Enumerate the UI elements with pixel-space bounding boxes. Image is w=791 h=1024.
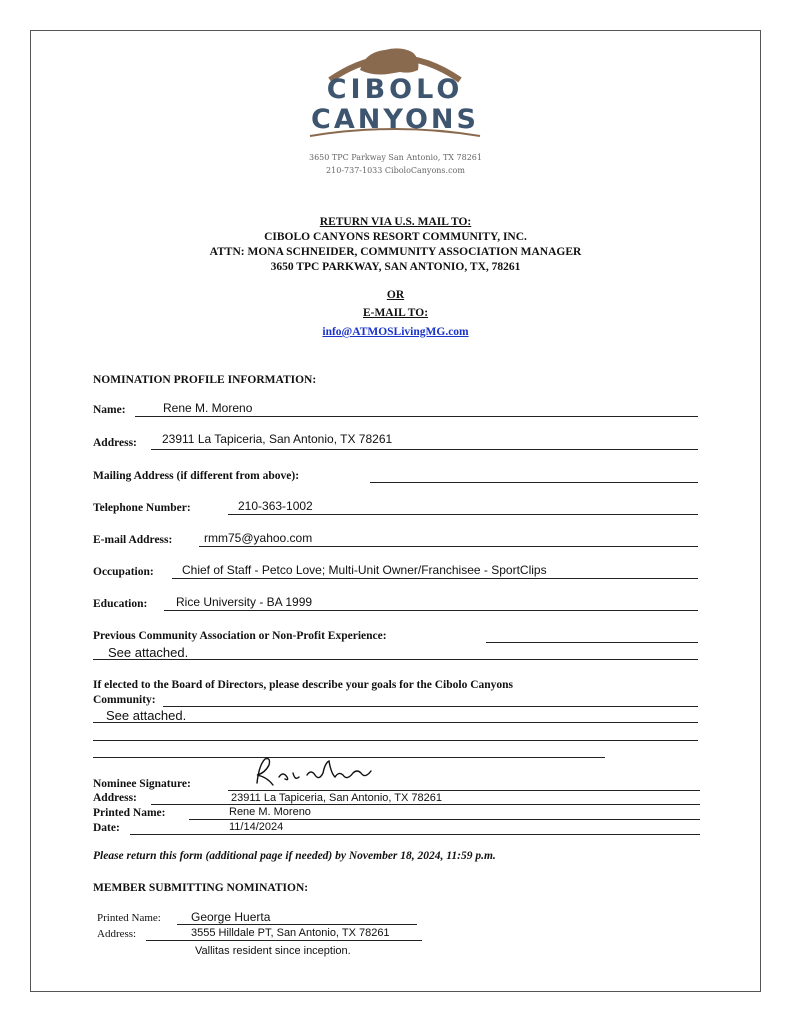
logo-line-2: CANYONS (311, 104, 479, 135)
address-line (151, 449, 698, 450)
profile-section-title: NOMINATION PROFILE INFORMATION: (93, 374, 317, 386)
return-line-3: 3650 TPC PARKWAY, SAN ANTONIO, TX, 78261 (270, 261, 521, 273)
goals-label-1: If elected to the Board of Directors, please describe your goals for the Cibolo Canyons (93, 679, 514, 691)
member-address-label: Address: (97, 928, 137, 940)
name-label: Name: (93, 404, 126, 416)
signature-label: Nominee Signature: (93, 778, 191, 790)
sig-date-label: Date: (93, 822, 120, 834)
occupation-label: Occupation: (93, 566, 154, 578)
email-heading: E-MAIL TO: (362, 307, 429, 319)
header-address: 3650 TPC Parkway San Antonio, TX 78261 (309, 153, 482, 162)
logo-line-1: CIBOLO (326, 74, 464, 105)
education-field[interactable]: Rice University - BA 1999 (176, 595, 313, 609)
email-label: E-mail Address: (93, 534, 173, 546)
sig-printed-label: Printed Name: (93, 807, 166, 819)
member-address-line (146, 940, 422, 941)
sig-address-line (151, 804, 700, 805)
deadline-note: Please return this form (additional page if needed) by November 18, 2024, 11:59 p.m. (93, 850, 496, 862)
cibolo-canyons-logo (300, 40, 490, 145)
sig-printed-field[interactable]: Rene M. Moreno (229, 806, 311, 818)
education-line (164, 610, 698, 611)
name-field[interactable]: Rene M. Moreno (163, 401, 253, 415)
return-line-2: ATTN: MONA SCHNEIDER, COMMUNITY ASSOCIATION MANAGER (209, 246, 582, 258)
goals-line-3 (93, 740, 698, 741)
member-note: Vallitas resident since inception. (195, 945, 351, 957)
member-printed-line (177, 924, 417, 925)
member-section-title: MEMBER SUBMITTING NOMINATION: (93, 882, 309, 894)
header-contact: 210-737-1033 CiboloCanyons.com (326, 166, 465, 175)
occupation-field[interactable]: Chief of Staff - Petco Love; Multi-Unit Owner/Franchisee - SportClips (182, 563, 547, 577)
sig-address-field[interactable]: 23911 La Tapiceria, San Antonio, TX 78261 (231, 792, 442, 804)
mailing-line (370, 482, 698, 483)
return-heading: RETURN VIA U.S. MAIL TO: (319, 216, 472, 228)
sig-date-field[interactable]: 11/14/2024 (229, 821, 284, 833)
goals-field[interactable]: See attached. (106, 708, 187, 723)
signature-image (245, 755, 385, 791)
phone-field[interactable]: 210-363-1002 (238, 499, 313, 513)
name-line (135, 416, 698, 417)
address-label: Address: (93, 437, 137, 449)
experience-label: Previous Community Association or Non-Profit Experience: (93, 630, 387, 642)
address-field[interactable]: 23911 La Tapiceria, San Antonio, TX 78261 (162, 432, 393, 446)
sig-address-label: Address: (93, 792, 137, 804)
return-line-1: CIBOLO CANYONS RESORT COMMUNITY, INC. (264, 231, 527, 243)
occupation-line (172, 578, 698, 579)
email-link[interactable]: info@ATMOSLivingMG.com (322, 326, 469, 338)
education-label: Education: (93, 598, 148, 610)
sig-printed-line (189, 819, 700, 820)
mailing-label: Mailing Address (if different from above): (93, 470, 300, 482)
email-field[interactable]: rmm75@yahoo.com (204, 531, 313, 545)
goals-label-2: Community: (93, 694, 156, 706)
experience-line-1 (486, 642, 698, 643)
phone-label: Telephone Number: (93, 502, 191, 514)
email-line (199, 546, 698, 547)
goals-line-1 (163, 706, 698, 707)
member-printed-label: Printed Name: (97, 912, 161, 924)
or-label: OR (386, 289, 405, 301)
phone-line (228, 514, 698, 515)
experience-field[interactable]: See attached. (108, 645, 189, 660)
member-address-field[interactable]: 3555 Hilldale PT, San Antonio, TX 78261 (191, 927, 390, 939)
member-printed-field[interactable]: George Huerta (191, 910, 271, 924)
sig-date-line (130, 834, 700, 835)
